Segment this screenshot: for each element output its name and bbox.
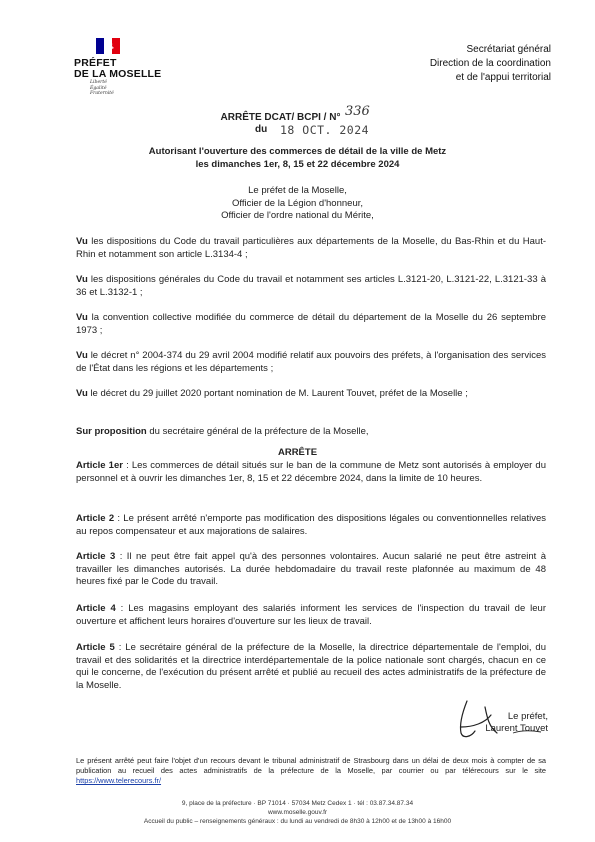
footer-hours: Accueil du public – renseignements généraux : du lundi au vendredi de 8h30 à 12h00 et de 13h00 à 16h00: [143, 818, 452, 825]
article-text: : Les magasins employant des salariés informent les services de l'inspection du travail de leur ouverture et affichent leurs horaires d'ouverture sur les lieux de travail.: [76, 603, 546, 627]
visa-paragraph: [76, 274, 546, 299]
logo-prefet-text: PRÉFET: [74, 57, 117, 69]
arrete-number-handwritten: 336: [345, 104, 370, 119]
marianne-profile-icon: [99, 39, 117, 54]
article-text: : Les commerces de détail situés sur le ban de la commune de Metz sont autorisés à employer du personnel et à ouvrir les dimanches 1er, 8, 15 et 22 décembre 2024, dans la limite de 10 heures.: [76, 460, 546, 484]
visa-text: les dispositions du Code du travail particulières aux départements de la Moselle, du Bas-Rhin et du Haut-Rhin et notamment son article L.3134-4 ;: [76, 236, 546, 260]
visa-lead: Vu: [76, 274, 88, 285]
prefect-titles: [0, 185, 595, 223]
prefect-title-2: Officier de la Légion d'honneur,: [231, 197, 364, 209]
arrete-title: [0, 112, 595, 123]
telerecours-link[interactable]: https://www.telerecours.fr/: [76, 776, 162, 786]
signatory-name: Laurent Touvet: [485, 723, 548, 734]
visa-paragraph: [76, 388, 546, 401]
visa-lead: Vu: [76, 350, 88, 361]
prefect-title-1: Le préfet de la Moselle,: [248, 185, 347, 196]
appeal-notice: [76, 756, 546, 787]
subject-line-2: les dimanches 1er, 8, 15 et 22 décembre 2024: [195, 158, 400, 170]
footer-website[interactable]: www.moselle.gouv.fr: [267, 809, 328, 816]
visa-lead: Vu: [76, 312, 88, 323]
appeal-text: Le présent arrêté peut faire l'objet d'un recours devant le tribunal administratif de Strasbourg dans un délai de deux mois à compter de sa publication au recueil des actes administratifs de la préfecture de la Moselle, par courrier ou par télérecours sur le site: [76, 756, 546, 776]
service-line-3: et de l'appui territorial: [455, 72, 551, 83]
arrete-reference-label: ARRÊTE DCAT/ BCPI / N°: [220, 112, 341, 123]
signatory-title: Le préfet,: [507, 711, 548, 722]
article-text: : Il ne peut être fait appel qu'à des personnes volontaires. Aucun salarié ne peut être astreint à travailler les dimanches autorisés. La durée hebdomadaire du travail reste plafonnée au maximum de 48 heures fixé par le Code du travail.: [76, 551, 546, 588]
issuing-service: [430, 43, 551, 85]
motto-liberte: Liberté: [90, 80, 107, 85]
subject-line-1: Autorisant l'ouverture des commerces de détail de la ville de Metz: [148, 146, 447, 157]
decision-heading: ARRÊTE: [277, 447, 318, 458]
article-text: : Le présent arrêté n'emporte pas modification des dispositions légales ou conventionnelles relatives au repos compensateur et aux majorations de salaires.: [76, 513, 546, 537]
proposal-text: du secrétaire général de la préfecture de la Moselle,: [146, 426, 369, 437]
logo-moselle-text: DE LA MOSELLE: [74, 68, 162, 80]
service-line-2: Direction de la coordination: [429, 58, 551, 69]
proposal-lead: Sur proposition: [76, 426, 147, 437]
article-paragraph: [76, 460, 546, 485]
service-line-1: Secrétariat général: [466, 44, 551, 55]
prefect-title-3: Officier de l'ordre national du Mérite,: [221, 210, 374, 221]
motto-egalite: Égalité: [90, 85, 107, 91]
footer-address: 9, place de la préfecture · BP 71014 · 57034 Metz Cedex 1 · tél : 03.87.34.87.34: [181, 800, 414, 807]
article-text: : Le secrétaire général de la préfecture de la Moselle, la directrice départementale de l'emploi, du travail et des solidarités et la directrice interdépartementale de la police nationale sont chargés, chacun en ce qui le concerne, de l'exécution du présent arrêté et publié au recueil des actes administratifs de la préfecture de la Moselle.: [76, 642, 546, 691]
article-lead: Article 2: [76, 513, 115, 524]
motto-fraternite: Fraternité: [90, 91, 114, 97]
article-paragraph: [76, 603, 546, 628]
visa-paragraph: [76, 350, 546, 375]
article-lead: Article 5: [76, 642, 115, 653]
arrete-date-line: [0, 124, 595, 138]
visa-lead: Vu: [76, 236, 88, 247]
visa-text: les dispositions générales du Code du travail et notamment ses articles L.3121-20, L.3121-22, L.3121-33 à 36 et L.3132-1 ;: [76, 274, 546, 298]
article-paragraph: [76, 513, 546, 538]
signatory-block: [468, 711, 548, 735]
visa-paragraph: [76, 312, 546, 337]
visa-text: la convention collective modifiée du commerce de détail du département de la Moselle du 26 septembre 1973 ;: [76, 312, 546, 336]
article-lead: Article 1er: [76, 460, 123, 471]
date-prefix: du: [255, 124, 268, 135]
article-lead: Article 4: [76, 603, 116, 614]
arrete-subject: [0, 146, 595, 171]
republic-motto: [90, 80, 114, 97]
visa-text: le décret du 29 juillet 2020 portant nomination de M. Laurent Touvet, préfet de la Moselle ;: [87, 388, 468, 399]
visa-lead: Vu: [76, 388, 88, 399]
article-paragraph: [76, 642, 546, 692]
visa-paragraph: [76, 236, 546, 261]
article-lead: Article 3: [76, 551, 116, 562]
visa-text: le décret n° 2004-374 du 29 avril 2004 modifié relatif aux pouvoirs des préfets, à l'organisation des services de l'État dans les régions et les départements ;: [76, 350, 546, 374]
proposal-paragraph: [76, 426, 546, 439]
marianne-logo-icon: [96, 38, 120, 54]
date-stamp: 18 OCT. 2024: [280, 123, 370, 137]
article-paragraph: [76, 551, 546, 589]
